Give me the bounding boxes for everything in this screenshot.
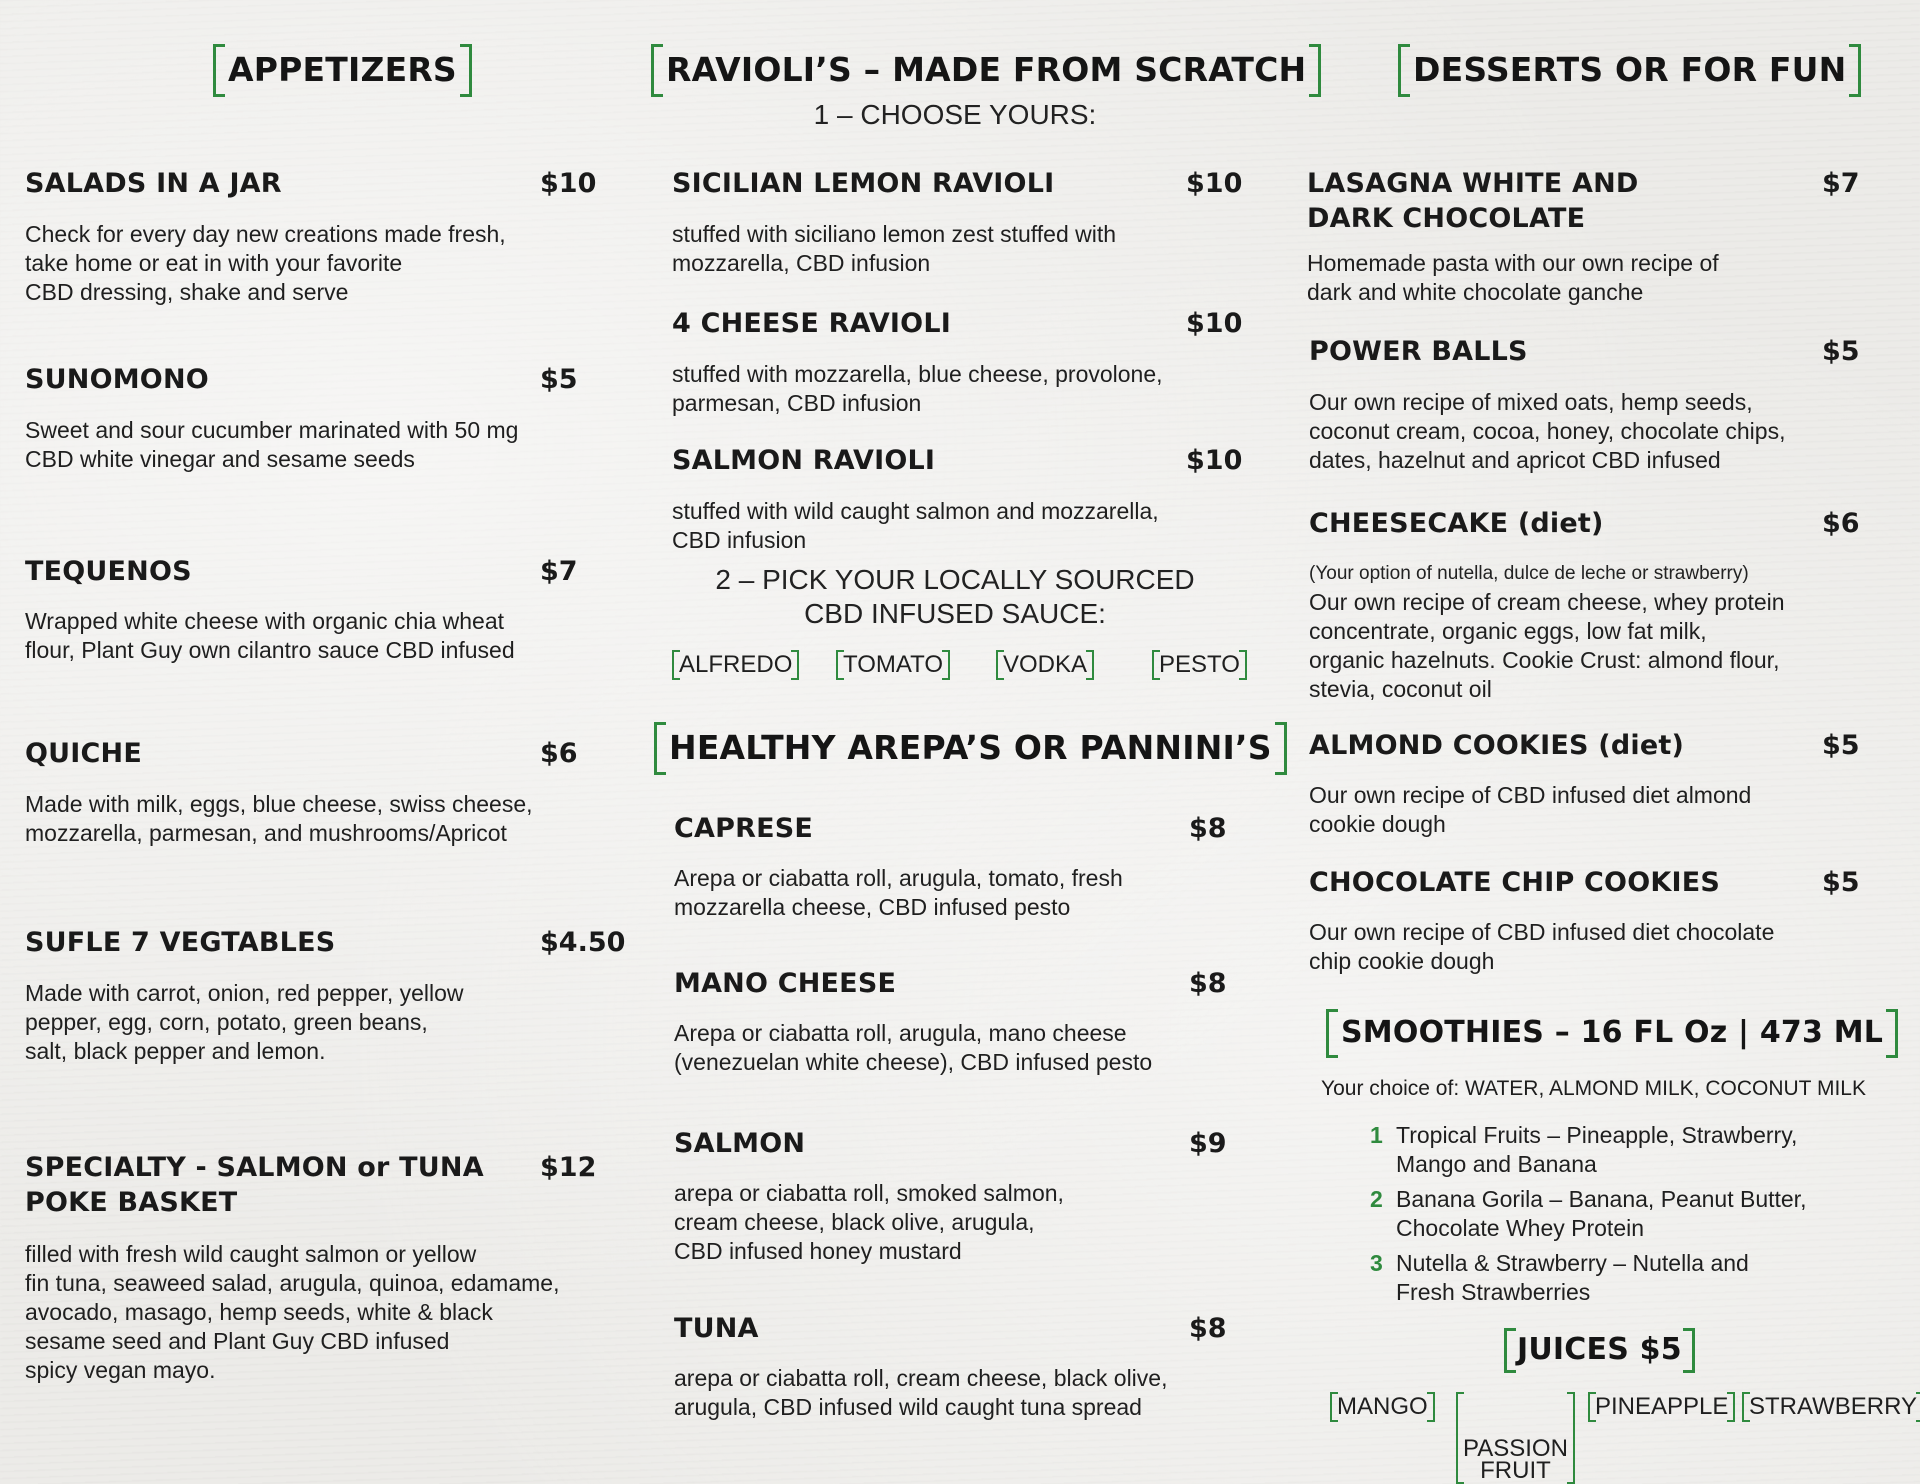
menu-item-name: SICILIAN LEMON RAVIOLI xyxy=(672,168,1055,199)
menu-item-description: Our own recipe of CBD infused diet almond cookie dough xyxy=(1309,782,1752,837)
menu-item-name: SUNOMONO xyxy=(25,364,209,395)
juice-option-mango xyxy=(1330,1392,1435,1422)
desserts-title: DESSERTS OR FOR FUN xyxy=(1413,50,1847,89)
menu-item-name: SPECIALTY - SALMON or TUNA POKE BASKET xyxy=(25,1152,484,1218)
menu-item-name: LASAGNA WHITE AND DARK CHOCOLATE xyxy=(1307,168,1639,234)
menu-item-description: Wrapped white cheese with organic chia wheat flour, Plant Guy own cilantro sauce CBD infused xyxy=(25,608,515,663)
menu-item-description: Check for every day new creations made fresh, take home or eat in with your favorite CBD dressing, shake and serve xyxy=(25,221,506,305)
menu-item-description: arepa or ciabatta roll, cream cheese, black olive, arugula, CBD infused wild caught tuna spread xyxy=(674,1365,1168,1420)
menu-item-description: Made with milk, eggs, blue cheese, swiss cheese, mozzarella, parmesan, and mushrooms/Apricot xyxy=(25,791,533,846)
menu-item-price: $7 xyxy=(1822,168,1860,199)
juice-label: PINEAPPLE xyxy=(1595,1393,1729,1420)
ravioli-heading xyxy=(651,44,1321,97)
menu-item-name: SALADS IN A JAR xyxy=(25,168,282,199)
menu-item-description: Homemade pasta with our own recipe of dark and white chocolate ganche xyxy=(1307,250,1719,305)
arepas-title: HEALTHY AREPA’S OR PANNINI’S xyxy=(669,728,1272,767)
menu-item-description: stuffed with wild caught salmon and mozzarella, CBD infusion xyxy=(672,498,1159,553)
menu-item-price: $10 xyxy=(1186,445,1243,476)
menu-item-price: $8 xyxy=(1189,968,1227,999)
juice-label: PASSION FRUIT xyxy=(1463,1435,1568,1484)
smoothie-number: 1 xyxy=(1370,1122,1383,1148)
juice-label: MANGO xyxy=(1337,1393,1428,1420)
smoothie-number: 3 xyxy=(1370,1250,1383,1276)
menu-item-price: $10 xyxy=(540,168,597,199)
smoothies-title: SMOOTHIES – 16 FL Oz | 473 ML xyxy=(1341,1015,1884,1050)
menu-item-price: $10 xyxy=(1186,168,1243,199)
juice-option-pineapple xyxy=(1588,1392,1735,1422)
smoothie-base-choice: Your choice of: WATER, ALMOND MILK, COCONUT MILK xyxy=(1321,1077,1866,1100)
sauce-label: TOMATO xyxy=(843,651,944,678)
menu-item-name: TEQUENOS xyxy=(25,556,192,587)
arepas-heading xyxy=(654,722,1287,775)
smoothie-description: Banana Gorila – Banana, Peanut Butter, Chocolate Whey Protein xyxy=(1396,1186,1807,1241)
menu-item-description: Made with carrot, onion, red pepper, yellow pepper, egg, corn, potato, green beans, salt, black pepper and lemon. xyxy=(25,980,464,1064)
menu-item-description: stuffed with siciliano lemon zest stuffed with mozzarella, CBD infusion xyxy=(672,221,1117,276)
sauce-option-pesto xyxy=(1152,650,1247,680)
sauce-option-tomato xyxy=(836,650,950,680)
menu-item-price: $8 xyxy=(1189,1313,1227,1344)
menu-item-price: $6 xyxy=(1822,508,1860,539)
menu-item-name: 4 CHEESE RAVIOLI xyxy=(672,308,951,339)
menu-item-price: $5 xyxy=(1822,730,1860,761)
juice-option-strawberry xyxy=(1742,1392,1920,1422)
menu-item-price: $10 xyxy=(1186,308,1243,339)
menu-item-price: $5 xyxy=(1822,867,1860,898)
menu-item-name: SALMON xyxy=(674,1128,806,1159)
menu-item-name: TUNA xyxy=(674,1313,759,1344)
juices-heading xyxy=(1504,1328,1695,1373)
smoothie-number: 2 xyxy=(1370,1186,1383,1212)
cheesecake-option-note: (Your option of nutella, dulce de leche or strawberry) xyxy=(1309,563,1749,584)
ravioli-title: RAVIOLI’S – MADE FROM SCRATCH xyxy=(666,50,1307,89)
sauce-label: PESTO xyxy=(1159,651,1240,678)
menu-item-name: CHEESECAKE (diet) xyxy=(1309,508,1604,539)
menu-item-name: MANO CHEESE xyxy=(674,968,897,999)
sauce-label: ALFREDO xyxy=(679,651,793,678)
ravioli-step2: 2 – PICK YOUR LOCALLY SOURCED CBD INFUSED SAUCE: xyxy=(715,564,1195,629)
sauce-option-alfredo xyxy=(672,650,799,680)
menu-item-price: $9 xyxy=(1189,1128,1227,1159)
menu-item-name: SALMON RAVIOLI xyxy=(672,445,936,476)
smoothies-heading xyxy=(1326,1009,1898,1058)
menu-item-price: $7 xyxy=(540,556,578,587)
smoothie-description: Nutella & Strawberry – Nutella and Fresh Strawberries xyxy=(1396,1250,1749,1305)
menu-item-price: $8 xyxy=(1189,813,1227,844)
menu-item-description: Our own recipe of mixed oats, hemp seeds, coconut cream, cocoa, honey, chocolate chips, dates, hazelnut and apricot CBD infused xyxy=(1309,389,1786,473)
menu-item-name: CHOCOLATE CHIP COOKIES xyxy=(1309,867,1721,898)
menu-item-name: POWER BALLS xyxy=(1309,336,1528,367)
menu-item-price: $5 xyxy=(540,364,578,395)
menu-item-description: arepa or ciabatta roll, smoked salmon, cream cheese, black olive, arugula, CBD infused honey mustard xyxy=(674,1180,1064,1264)
menu-item-description: Arepa or ciabatta roll, arugula, mano cheese (venezuelan white cheese), CBD infused pesto xyxy=(674,1020,1153,1075)
smoothie-description: Tropical Fruits – Pineapple, Strawberry, Mango and Banana xyxy=(1396,1122,1798,1177)
juices-title: JUICES $5 xyxy=(1517,1332,1682,1367)
menu-item-description: Our own recipe of cream cheese, whey protein concentrate, organic eggs, low fat milk, organic hazelnuts. Cookie Crust: almond flour, stevia, coconut oil xyxy=(1309,589,1785,702)
menu-item-description: stuffed with mozzarella, blue cheese, provolone, parmesan, CBD infusion xyxy=(672,361,1163,416)
desserts-heading xyxy=(1398,44,1861,97)
menu-item-description: Sweet and sour cucumber marinated with 50 mg CBD white vinegar and sesame seeds xyxy=(25,417,519,472)
menu-item-price: $5 xyxy=(1822,336,1860,367)
ravioli-step1: 1 – CHOOSE YOURS: xyxy=(813,99,1097,130)
appetizers-heading xyxy=(213,44,472,97)
menu-item-price: $4.50 xyxy=(540,927,626,958)
menu-item-price: $6 xyxy=(540,738,578,769)
menu-item-name: SUFLE 7 VEGTABLES xyxy=(25,927,336,958)
juice-label: STRAWBERRY xyxy=(1749,1393,1918,1420)
sauce-option-vodka xyxy=(996,650,1094,680)
juice-option-passion-fruit xyxy=(1456,1392,1575,1484)
menu-item-description: Arepa or ciabatta roll, arugula, tomato, fresh mozzarella cheese, CBD infused pesto xyxy=(674,865,1123,920)
menu-item-description: filled with fresh wild caught salmon or yellow fin tuna, seaweed salad, arugula, quinoa, edamame, avocado, masago, hemp seeds, white & black sesame seed and Plant Guy CBD infused spicy vegan mayo. xyxy=(25,1241,560,1383)
menu-item-price: $12 xyxy=(540,1152,597,1183)
appetizers-title: APPETIZERS xyxy=(228,50,457,89)
menu-item-name: QUICHE xyxy=(25,738,142,769)
sauce-label: VODKA xyxy=(1003,651,1088,678)
menu-item-description: Our own recipe of CBD infused diet chocolate chip cookie dough xyxy=(1309,919,1775,974)
menu-item-name: ALMOND COOKIES (diet) xyxy=(1309,730,1684,761)
menu-item-name: CAPRESE xyxy=(674,813,814,844)
